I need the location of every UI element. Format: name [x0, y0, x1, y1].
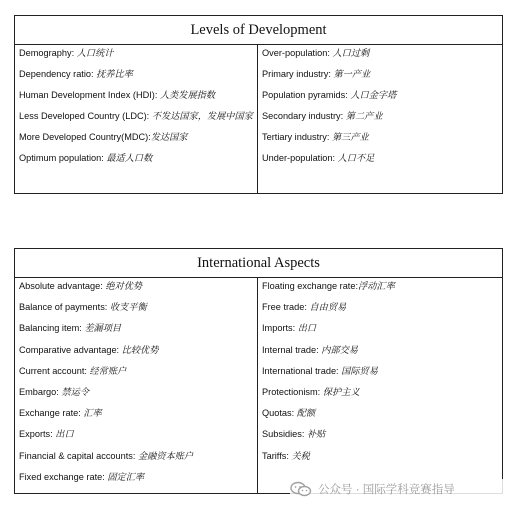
term-zh: 金融资本账户	[138, 450, 194, 462]
term-en: Fixed exchange rate:	[19, 471, 108, 482]
international-left-column	[15, 278, 258, 493]
term-row	[19, 428, 253, 441]
term-zh: 配额	[296, 408, 316, 420]
term-zh: 人口过剩	[332, 48, 370, 59]
term-en: Dependency ratio:	[19, 69, 97, 79]
term-en: Under-population:	[262, 153, 338, 163]
term-row	[262, 365, 498, 378]
term-en: International trade:	[262, 365, 342, 376]
term-zh: 不发达国家，发展中国家	[151, 111, 253, 122]
term-zh: 人口不足	[337, 153, 375, 164]
term-row	[19, 152, 253, 165]
term-row	[262, 89, 498, 102]
term-en: Over-population:	[262, 48, 333, 58]
term-zh: 固定汇率	[107, 471, 145, 483]
term-row	[19, 407, 253, 420]
term-zh: 人口统计	[76, 48, 114, 59]
wechat-icon	[290, 481, 312, 497]
levels-of-development-table	[14, 15, 503, 194]
term-row	[262, 152, 498, 165]
term-zh: 绝对优势	[105, 281, 143, 292]
international-right-column	[258, 278, 502, 493]
term-row	[19, 131, 253, 144]
term-en: Human Development Index (HDI):	[19, 90, 160, 100]
term-en: Subsidies:	[262, 429, 307, 440]
international-table-title: International Aspects	[15, 249, 502, 278]
term-en: Secondary industry:	[262, 111, 346, 121]
term-zh: 抚养比率	[96, 69, 133, 80]
term-zh: 国际贸易	[341, 365, 378, 377]
international-aspects-table	[14, 248, 503, 494]
term-row	[262, 386, 498, 399]
term-zh: 收支平衡	[109, 302, 147, 314]
term-zh: 第三产业	[331, 132, 369, 143]
term-zh: 内部交易	[321, 344, 358, 356]
term-en: Primary industry:	[262, 69, 334, 79]
term-en: Less Developed Country (LDC):	[19, 111, 152, 121]
term-row	[262, 68, 498, 81]
term-row	[262, 110, 498, 123]
term-zh: 补贴	[306, 429, 326, 441]
term-en: Balancing item:	[19, 323, 85, 334]
term-zh: 第二产业	[345, 111, 383, 122]
term-en: Demography:	[19, 48, 77, 58]
term-en: Tariffs:	[262, 450, 292, 461]
term-row	[262, 280, 498, 293]
term-row	[19, 365, 253, 378]
term-en: More Developed Country(MDC):	[19, 132, 151, 142]
term-en: Floating exchange rate:	[262, 281, 359, 291]
term-row	[262, 428, 498, 441]
term-zh: 人类发展指数	[159, 90, 216, 101]
levels-left-column	[15, 45, 258, 193]
levels-table-title: Levels of Development	[15, 16, 502, 45]
term-en: Protectionism:	[262, 386, 323, 397]
levels-right-column	[258, 45, 502, 193]
term-zh: 出口	[297, 323, 317, 335]
term-zh: 差漏项目	[84, 323, 122, 335]
term-row	[262, 47, 498, 60]
term-en: Imports:	[262, 323, 298, 334]
term-en: Internal trade:	[262, 344, 322, 355]
term-en: Comparative advantage:	[19, 344, 122, 355]
term-row	[19, 450, 253, 463]
term-zh: 比较优势	[121, 344, 159, 356]
watermark-text: 公众号 · 国际学科竞赛指导	[318, 484, 455, 496]
term-zh: 自由贸易	[309, 302, 347, 314]
term-row	[262, 322, 498, 335]
term-row	[19, 110, 253, 123]
term-en: Quotas:	[262, 408, 297, 419]
term-row	[19, 68, 253, 81]
term-row	[19, 344, 253, 357]
term-zh: 人口金字塔	[350, 90, 397, 101]
term-zh: 禁运令	[61, 386, 89, 398]
term-row	[19, 471, 253, 484]
term-en: Population pyramids:	[262, 90, 351, 100]
term-zh: 保护主义	[322, 386, 360, 398]
term-row	[262, 131, 498, 144]
term-zh: 汇率	[83, 408, 102, 420]
term-en: Free trade:	[262, 302, 310, 313]
term-en: Current account:	[19, 365, 90, 376]
term-row	[19, 89, 253, 102]
term-row	[19, 301, 253, 314]
term-zh: 出口	[55, 429, 74, 441]
term-row	[262, 344, 498, 357]
term-row	[19, 280, 253, 293]
term-en: Optimum population:	[19, 153, 107, 163]
term-en: Tertiary industry:	[262, 132, 332, 142]
term-zh: 关税	[291, 450, 310, 462]
term-row	[262, 301, 498, 314]
watermark	[290, 479, 504, 499]
term-row	[19, 47, 253, 60]
term-en: Exports:	[19, 429, 56, 440]
term-row	[19, 322, 253, 335]
term-en: Exchange rate:	[19, 408, 84, 419]
term-zh: 最适人口数	[106, 153, 153, 164]
term-en: Financial & capital accounts:	[19, 450, 138, 461]
term-zh: 浮动汇率	[358, 281, 395, 292]
term-row	[262, 450, 498, 463]
term-en: Absolute advantage:	[19, 281, 106, 291]
term-zh: 经常账户	[89, 365, 127, 377]
term-row	[19, 386, 253, 399]
term-zh: 发达国家	[150, 132, 188, 143]
term-en: Embargo:	[19, 386, 62, 397]
term-row	[262, 407, 498, 420]
term-en: Balance of payments:	[19, 302, 110, 313]
term-zh: 第一产业	[333, 69, 371, 80]
